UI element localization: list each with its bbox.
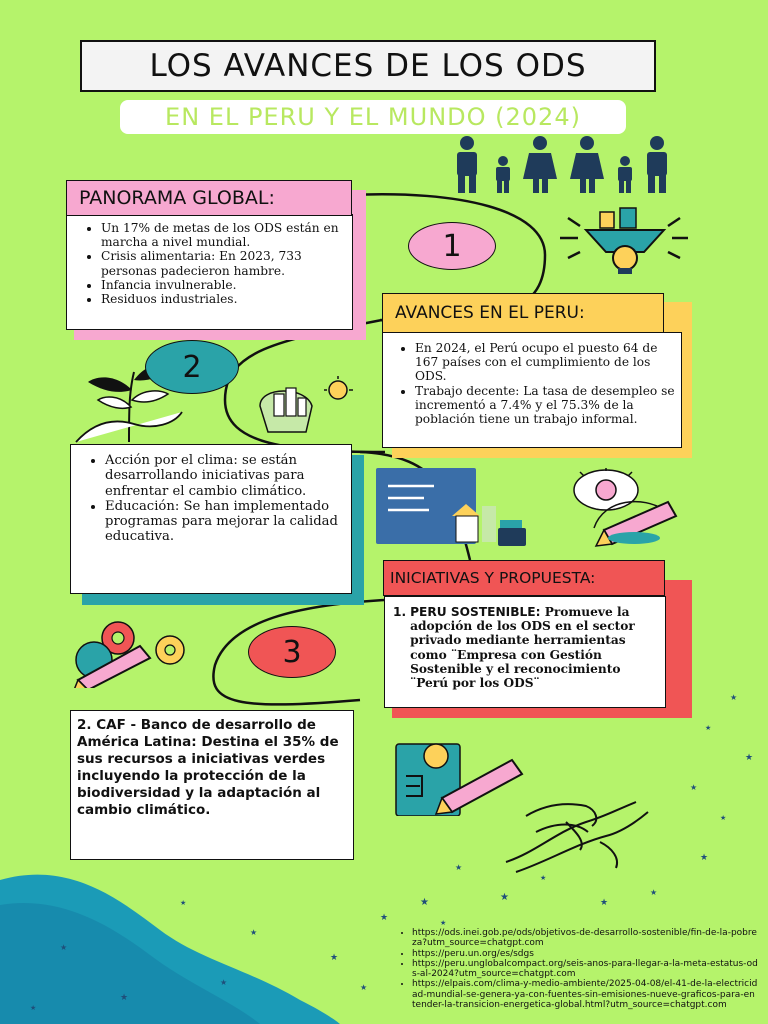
svg-text:★: ★ xyxy=(420,897,429,908)
city-bulb-icon xyxy=(256,376,356,436)
avances-item: • Trabajo decente: La tasa de desempleo se incrementó a 7.4% y el 75.3% de la población tiene un trabajo informal. xyxy=(415,384,675,427)
svg-text:★: ★ xyxy=(60,943,68,952)
svg-text:★: ★ xyxy=(690,783,698,792)
page-title-box xyxy=(80,40,656,92)
svg-text:★: ★ xyxy=(455,863,463,872)
panorama-card xyxy=(66,214,353,330)
svg-text:★: ★ xyxy=(720,814,727,822)
svg-text:★: ★ xyxy=(360,983,368,992)
family-icon xyxy=(445,135,680,195)
reference-link[interactable]: • https://elpais.com/clima-y-medio-ambiente/2025-04-08/el-41-de-la-electricidad-mundial-se-genera-ya-con-fuentes-sin-emisiones-nueve-graficos-para-entender-la-transicion-energetica-global.html?utm_source=chatgpt.com xyxy=(412,979,758,1010)
svg-text:★: ★ xyxy=(30,1004,37,1012)
accion-card xyxy=(70,444,352,594)
panorama-item: • Residuos industriales. xyxy=(101,292,346,306)
accion-item: • Educación: Se han implementado programas para mejorar la calidad educativa. xyxy=(105,499,343,545)
avances-header xyxy=(382,293,664,333)
avances-card xyxy=(382,332,682,448)
accion-item: • Acción por el clima: se están desarrollando iniciativas para enfrentar el cambio climático. xyxy=(105,453,343,499)
document-chart-icon xyxy=(374,466,529,548)
panorama-title: PANORAMA GLOBAL: xyxy=(79,187,275,209)
iniciativas-header xyxy=(383,560,665,596)
svg-text:★: ★ xyxy=(220,978,228,987)
caf-text: 2. CAF - Banco de desarrollo de América Latina: Destina el 35% de sus recursos a iniciativas verdes incluyendo la protección de la biodiversidad y la adaptación al cambio climático. xyxy=(77,717,339,818)
panorama-item: • Un 17% de metas de los ODS están en marcha a nivel mundial. xyxy=(101,221,346,249)
reference-link[interactable]: • https://peru.unglobalcompact.org/seis-anos-para-llegar-a-la-meta-estatus-ods-al-2024?utm_source=chatgpt.com xyxy=(412,959,758,980)
step-number-2: 2 xyxy=(145,340,239,394)
reference-link[interactable]: • https://ods.inei.gob.pe/ods/objetivos-de-desarrollo-sostenible/fin-de-la-pobreza?utm_source=chatgpt.com xyxy=(412,928,758,949)
avances-item: • En 2024, el Perú ocupo el puesto 64 de 167 países con el cumplimiento de los ODS. xyxy=(415,341,675,384)
page-title: LOS AVANCES DE LOS ODS xyxy=(149,48,587,84)
reference-link[interactable]: • https://peru.un.org/es/sdgs xyxy=(412,949,758,959)
svg-text:★: ★ xyxy=(745,753,754,763)
svg-text:★: ★ xyxy=(500,892,509,903)
svg-text:★: ★ xyxy=(700,853,709,863)
iniciativas-title: INICIATIVAS Y PROPUESTA: xyxy=(390,569,596,587)
svg-text:★: ★ xyxy=(600,898,609,908)
page-subtitle-box xyxy=(120,100,626,134)
svg-text:★: ★ xyxy=(380,913,389,923)
funnel-idea-icon xyxy=(560,206,690,276)
svg-text:★: ★ xyxy=(650,888,658,897)
svg-text:★: ★ xyxy=(120,993,129,1003)
iniciativas-number: 1. xyxy=(393,605,407,619)
caf-card xyxy=(70,710,354,860)
handshake-icon xyxy=(496,792,656,876)
svg-text:★: ★ xyxy=(705,724,712,732)
references-list xyxy=(398,928,758,1010)
idea-pencil-icon xyxy=(564,468,684,548)
svg-text:★: ★ xyxy=(250,928,258,937)
page-subtitle: EN EL PERU Y EL MUNDO (2024) xyxy=(165,103,581,131)
svg-text:★: ★ xyxy=(730,693,738,702)
step-number-1: 1 xyxy=(408,222,496,270)
svg-text:★: ★ xyxy=(540,874,547,882)
iniciativas-lead: PERU SOSTENIBLE: xyxy=(410,605,541,619)
step-number-3: 3 xyxy=(248,626,336,678)
avances-title: AVANCES EN EL PERU: xyxy=(395,303,585,323)
iniciativas-card xyxy=(384,596,666,708)
panorama-header xyxy=(66,180,352,216)
iniciativas-text: Promueve la adopción de los ODS en el sector privado mediante herramientas como ¨Empresa con Gestión Sostenible y el reconocimiento ¨Perú por los ODS¨ xyxy=(410,605,635,691)
svg-text:★: ★ xyxy=(440,919,447,927)
svg-text:★: ★ xyxy=(330,953,339,963)
svg-text:★: ★ xyxy=(180,899,187,907)
panorama-item: • Infancia invulnerable. xyxy=(101,278,346,292)
gears-pencil-icon xyxy=(70,618,200,688)
panorama-item: • Crisis alimentaria: En 2023, 733 personas padecieron hambre. xyxy=(101,249,346,277)
